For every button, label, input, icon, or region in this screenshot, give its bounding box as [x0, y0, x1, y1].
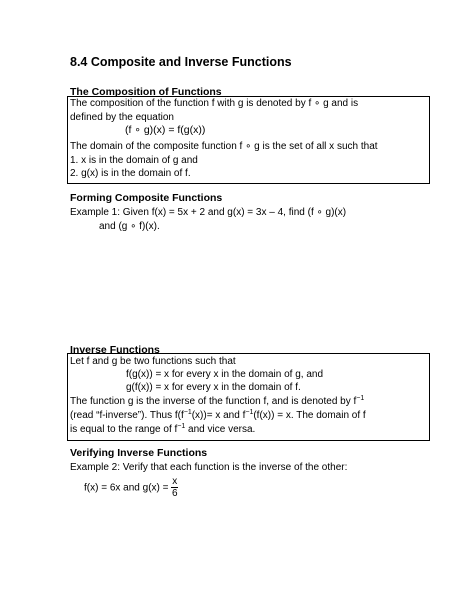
inverse-line-4-part-a: is equal to the range of f — [70, 424, 178, 435]
inverse-line-2 — [70, 395, 364, 408]
inverse-line-1: Let f and g be two functions such that — [70, 356, 236, 367]
inverse-condition-1: f(g(x)) = x for every x in the domain of g, and — [126, 369, 324, 380]
superscript-minus-one: −1 — [183, 409, 192, 416]
inverse-condition-2: g(f(x)) = x for every x in the domain of f. — [126, 382, 301, 393]
superscript-minus-one: −1 — [245, 409, 254, 416]
inverse-line-3-part-a: (read “f-inverse”). Thus f(f — [70, 410, 184, 421]
composition-line-2: defined by the equation — [70, 112, 174, 123]
composition-item-1: 1. x is in the domain of g and — [70, 155, 198, 166]
composition-equation — [125, 124, 205, 136]
fraction-numerator: x — [172, 476, 178, 487]
inverse-line-3-part-b: (x))= x and f — [191, 410, 246, 421]
fraction-x-over-6 — [171, 476, 178, 500]
example-1-line-1: Example 1: Given f(x) = 5x + 2 and g(x) = 3x – 4, find (f ∘ g)(x) — [70, 207, 347, 218]
equation-right: f(g(x)) — [177, 124, 206, 136]
verifying-heading: Verifying Inverse Functions — [70, 447, 208, 459]
inverse-line-4-part-b: and vice versa. — [185, 424, 256, 435]
example-2-function-text: f(x) = 6x and g(x) = — [84, 482, 172, 494]
composition-line-1: The composition of the function f with g is denoted by f ∘ g and is — [70, 98, 359, 109]
example-2-line: Example 2: Verify that each function is the inverse of the other: — [70, 462, 348, 473]
equation-left: (f ∘ g)(x) = — [125, 124, 178, 136]
composition-item-2: 2. g(x) is in the domain of f. — [70, 168, 191, 179]
inverse-line-3-part-c: (f(x)) = x. The domain of f — [253, 410, 366, 421]
superscript-minus-one: −1 — [356, 395, 365, 402]
forming-heading: Forming Composite Functions — [70, 192, 223, 204]
example-2-functions — [84, 476, 178, 500]
page-title: 8.4 Composite and Inverse Functions — [70, 55, 292, 69]
inverse-heading: Inverse Functions — [70, 344, 160, 356]
composition-heading: The Composition of Functions — [70, 86, 222, 98]
composition-definition-box — [67, 96, 430, 184]
inverse-line-3 — [70, 409, 366, 422]
inverse-line-2-text: The function g is the inverse of the function f, and is denoted by f — [70, 396, 357, 407]
composition-line-3: The domain of the composite function f ∘ g is the set of all x such that — [70, 141, 378, 152]
superscript-minus-one: −1 — [177, 423, 186, 430]
inverse-definition-box — [67, 353, 430, 441]
inverse-line-4 — [70, 423, 255, 436]
fraction-denominator: 6 — [171, 488, 178, 499]
example-1-line-2: and (g ∘ f)(x). — [99, 221, 160, 232]
